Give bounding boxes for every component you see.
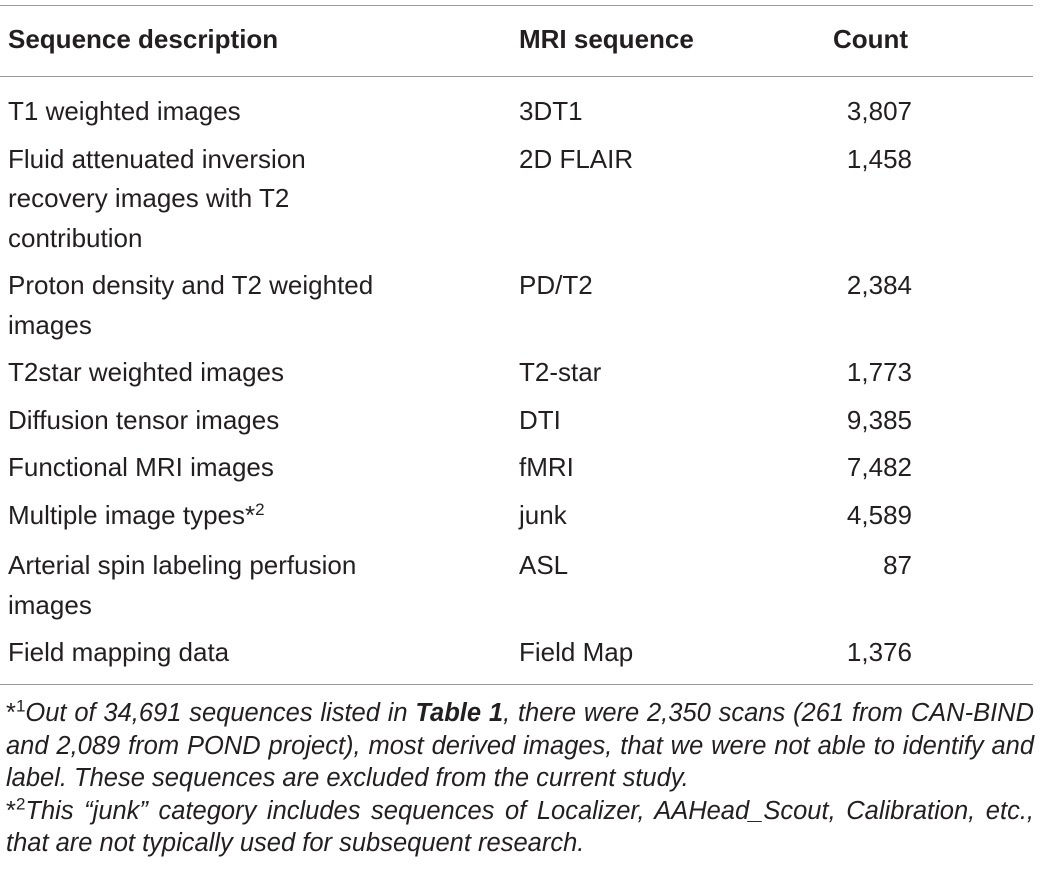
row-description: Multiple image types* (8, 499, 256, 530)
row-description: Functional MRI images (8, 452, 274, 482)
row-count: 9,385 (846, 404, 912, 435)
table-row (0, 353, 1033, 393)
table-row (0, 92, 1033, 132)
row-description: T2star weighted images (8, 357, 285, 387)
table-row (0, 266, 1033, 345)
table-header-rule (0, 76, 1033, 77)
row-count: 7,482 (846, 452, 912, 482)
header-count: Count (833, 24, 909, 54)
table-bottom-rule (0, 684, 1033, 685)
footnote-superscript: 2 (255, 499, 265, 519)
row-sequence: junk (519, 499, 567, 530)
table-body (0, 92, 1033, 673)
footnote-marker: * (6, 699, 16, 727)
header-mri-sequence: MRI sequence (519, 24, 694, 54)
footnote-text: , there were 2,350 scans (261 from CAN-BIND and 2,089 from POND project), most derived images, that we were not able to identify and label. These sequences are excluded from the current study. (6, 699, 1034, 792)
table-row (0, 546, 1033, 625)
table-row (0, 140, 1033, 259)
row-description: Arterial spin labeling perfusion images (8, 550, 357, 620)
row-sequence: 3DT1 (519, 96, 583, 126)
table-footnotes (6, 697, 1034, 860)
row-count: 87 (883, 550, 912, 580)
row-sequence: ASL (519, 550, 569, 580)
footnote-number: 2 (15, 794, 26, 813)
row-count: 1,458 (846, 143, 912, 174)
table-row (0, 633, 1033, 673)
row-sequence: PD/T2 (519, 270, 593, 300)
header-sequence-description: Sequence description (8, 24, 279, 54)
row-description: T1 weighted images (8, 96, 241, 126)
row-description: Diffusion tensor images (8, 404, 280, 435)
row-sequence: DTI (519, 404, 561, 435)
row-sequence: fMRI (519, 452, 574, 482)
row-description: Field mapping data (8, 637, 230, 667)
footnote-2 (6, 795, 1034, 860)
footnote-number: 1 (15, 696, 26, 716)
row-count: 4,589 (846, 499, 912, 530)
row-sequence: Field Map (519, 637, 634, 667)
footnote-marker: * (6, 796, 16, 825)
row-description-with-footnote (8, 496, 428, 539)
row-description: Proton density and T2 weighted images (8, 270, 374, 340)
table-reference-link[interactable]: Table 1 (415, 699, 504, 727)
row-count: 3,807 (846, 96, 912, 126)
table-row (0, 496, 1033, 539)
row-count: 2,384 (846, 270, 912, 300)
row-description: Fluid attenuated inversion recovery images with T2 contribution (8, 143, 306, 253)
table-top-rule (0, 5, 1033, 6)
row-count: 1,773 (846, 357, 912, 387)
table-row (0, 401, 1033, 441)
footnote-text: Out of 34,691 sequences listed in (25, 699, 416, 727)
footnote-text: This “junk” category includes sequences of Localizer, AAHead_Scout, Calibration, etc., that are not typically used for subsequent research. (6, 796, 1034, 857)
row-count: 1,376 (846, 637, 912, 667)
footnote-1 (6, 697, 1034, 795)
table-header-row (0, 24, 1033, 64)
row-sequence: 2D FLAIR (519, 143, 634, 174)
table-row (0, 448, 1033, 488)
row-sequence: T2-star (519, 357, 602, 387)
